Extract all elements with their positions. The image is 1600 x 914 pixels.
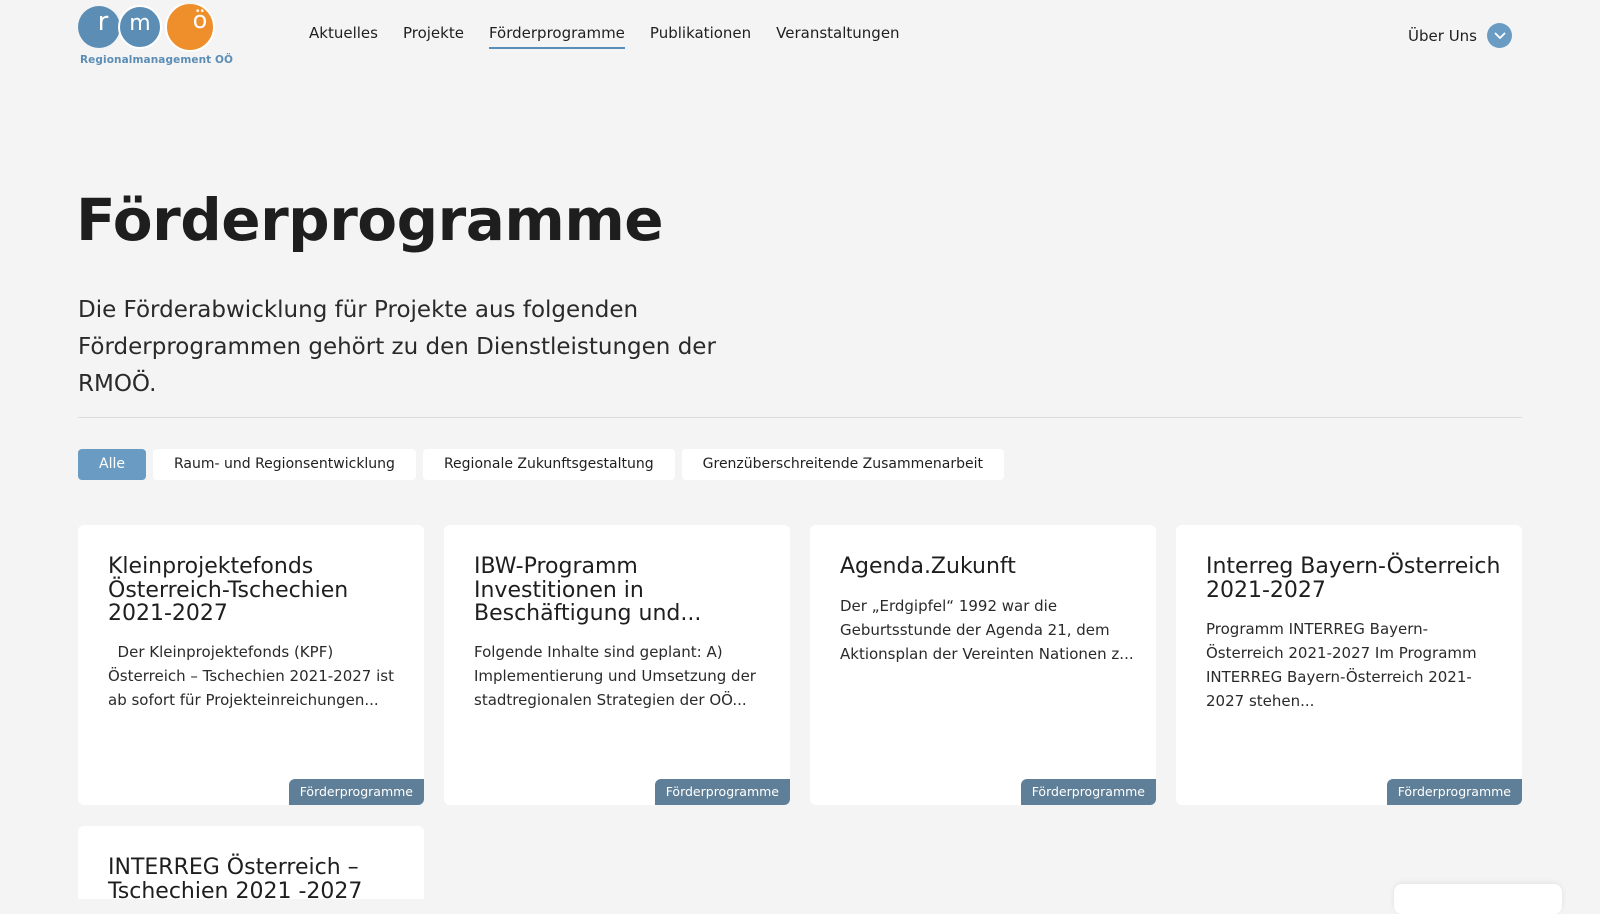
nav-item-projekte[interactable]: Projekte — [402, 24, 464, 42]
card-title: Interreg Bayern-Österreich 2021-2027 — [1206, 554, 1501, 603]
page-title: Förderprogramme — [76, 186, 664, 254]
card-title: Agenda.Zukunft — [840, 554, 1016, 579]
filter-regionale-zukunftsgestaltung[interactable]: Regionale Zukunftsgestaltung — [423, 449, 675, 480]
program-card[interactable] — [810, 525, 1156, 805]
logo-letter-r: r — [97, 7, 109, 37]
logo-letter-oe: ö — [192, 6, 208, 34]
chevron-down-icon[interactable] — [1487, 23, 1512, 48]
card-excerpt: Der Kleinprojektefonds (KPF) Österreich – Tschechien 2021-2027 ist ab sofort für Projekteinreichungen... — [108, 643, 394, 709]
ueber-uns-menu[interactable] — [1408, 23, 1512, 48]
nav-item-publikationen[interactable]: Publikationen — [649, 24, 752, 42]
rmooe-logo[interactable] — [78, 4, 234, 68]
program-card[interactable] — [78, 826, 424, 899]
filter-alle[interactable]: Alle — [78, 449, 146, 480]
category-tag[interactable]: Förderprogramme — [289, 779, 424, 805]
category-tag[interactable]: Förderprogramme — [1387, 779, 1522, 805]
site-header — [0, 0, 1600, 80]
program-card[interactable] — [1176, 525, 1522, 805]
ueber-uns-label: Über Uns — [1408, 26, 1477, 45]
category-tag[interactable]: Förderprogramme — [655, 779, 790, 805]
nav-item-foerderprogramme[interactable]: Förderprogramme — [489, 24, 625, 49]
nav-item-veranstaltungen[interactable]: Veranstaltungen — [776, 24, 900, 42]
category-tag[interactable]: Förderprogramme — [1021, 779, 1156, 805]
filter-grenzueberschreitende-zusammenarbeit[interactable]: Grenzüberschreitende Zusammenarbeit — [682, 449, 1004, 480]
logo-circles-icon — [78, 4, 218, 54]
program-card[interactable] — [444, 525, 790, 805]
logo-wordmark: Regionalmanagement OÖ — [80, 54, 234, 66]
program-card[interactable] — [78, 525, 424, 805]
divider — [78, 417, 1522, 418]
page-intro — [78, 292, 798, 403]
page-intro-line-2: Förderprogrammen gehört zu den Dienstleistungen der RMOÖ. — [78, 334, 716, 397]
card-title: INTERREG Österreich – Tschechien 2021 -2027 — [108, 855, 363, 899]
filter-raum-und-regionsentwicklung[interactable]: Raum- und Regionsentwicklung — [153, 449, 416, 480]
main-nav — [309, 24, 900, 49]
category-filter-bar — [78, 449, 1004, 480]
card-excerpt: Folgende Inhalte sind geplant: A) Implementierung und Umsetzung der stadtregionalen Strategien der OÖ... — [474, 643, 756, 709]
floating-widget[interactable] — [1394, 884, 1562, 914]
card-title: Kleinprojektefonds Österreich-Tschechien 2021-2027 — [108, 554, 349, 626]
card-excerpt: Programm INTERREG Bayern-Österreich 2021-2027 Im Programm INTERREG Bayern-Österreich 2021-2027 stehen... — [1206, 620, 1477, 710]
nav-item-aktuelles[interactable]: Aktuelles — [309, 24, 378, 42]
logo-letter-m: m — [129, 11, 151, 36]
card-excerpt: Der „Erdgipfel“ 1992 war die Geburtsstunde der Agenda 21, dem Aktionsplan der Vereinten Nationen z... — [840, 597, 1134, 663]
card-title: IBW-Programm Investitionen in Beschäftigung und... — [474, 554, 702, 626]
page-intro-line-1: Die Förderabwicklung für Projekte aus folgenden — [78, 297, 639, 323]
